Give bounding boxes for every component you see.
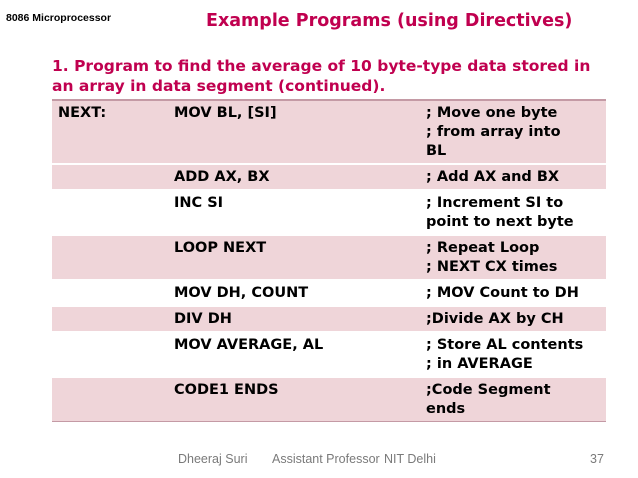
comment-cell [426, 378, 606, 421]
instruction-cell: CODE1 ENDS [174, 382, 279, 398]
comment-line: ;Divide AX by CH [426, 311, 564, 327]
table-row [52, 333, 606, 378]
label-cell [52, 378, 174, 421]
code-table [52, 99, 606, 422]
label-cell: NEXT: [58, 105, 107, 121]
instruction-cell: LOOP NEXT [174, 240, 267, 256]
comment-cell [426, 236, 606, 279]
table-row [52, 378, 606, 421]
label-cell [52, 236, 174, 279]
comment-line: ; from array into [426, 124, 561, 140]
comment-line: ends [426, 401, 466, 417]
comment-cell [426, 101, 606, 163]
label-cell [52, 165, 174, 189]
instruction-cell: MOV AVERAGE, AL [174, 337, 324, 353]
label-cell [52, 307, 174, 331]
instruction-cell: MOV DH, COUNT [174, 285, 309, 301]
comment-line: ; Move one byte [426, 105, 558, 121]
comment-cell [426, 307, 606, 331]
comment-cell [426, 281, 606, 305]
footer-institution: NIT Delhi [384, 452, 436, 466]
course-label: 8086 Microprocessor [6, 12, 112, 24]
label-cell [52, 333, 174, 376]
table-row [52, 236, 606, 281]
comment-line: ; Store AL contents [426, 337, 584, 353]
comment-line: ; Increment SI to [426, 195, 564, 211]
table-row [52, 191, 606, 236]
instruction-cell: MOV BL, [SI] [174, 105, 277, 121]
instruction-cell: ADD AX, BX [174, 169, 270, 185]
comment-line: ; Add AX and BX [426, 169, 560, 185]
footer-author: Dheeraj Suri [178, 452, 248, 466]
comment-line: ;Code Segment [426, 382, 551, 398]
comment-cell [426, 191, 606, 234]
footer-position: Assistant Professor [272, 452, 380, 466]
comment-cell [426, 165, 606, 189]
label-cell [52, 281, 174, 305]
comment-line: ; MOV Count to DH [426, 285, 579, 301]
instruction-cell: INC SI [174, 195, 224, 211]
slide-title: Example Programs (using Directives) [206, 11, 573, 31]
table-row [52, 307, 606, 333]
instruction-cell: DIV DH [174, 311, 232, 327]
comment-cell [426, 333, 606, 376]
comment-line: ; NEXT CX times [426, 259, 558, 275]
comment-line: ; in AVERAGE [426, 356, 533, 372]
label-cell [52, 191, 174, 234]
comment-line: BL [426, 143, 447, 159]
comment-line: ; Repeat Loop [426, 240, 540, 256]
program-description: 1. Program to find the average of 10 byte-type data stored in an array in data segment (continued). [52, 57, 591, 95]
page-number: 37 [590, 452, 604, 466]
table-row [52, 101, 606, 165]
comment-line: point to next byte [426, 214, 574, 230]
table-row [52, 281, 606, 307]
table-row [52, 165, 606, 191]
